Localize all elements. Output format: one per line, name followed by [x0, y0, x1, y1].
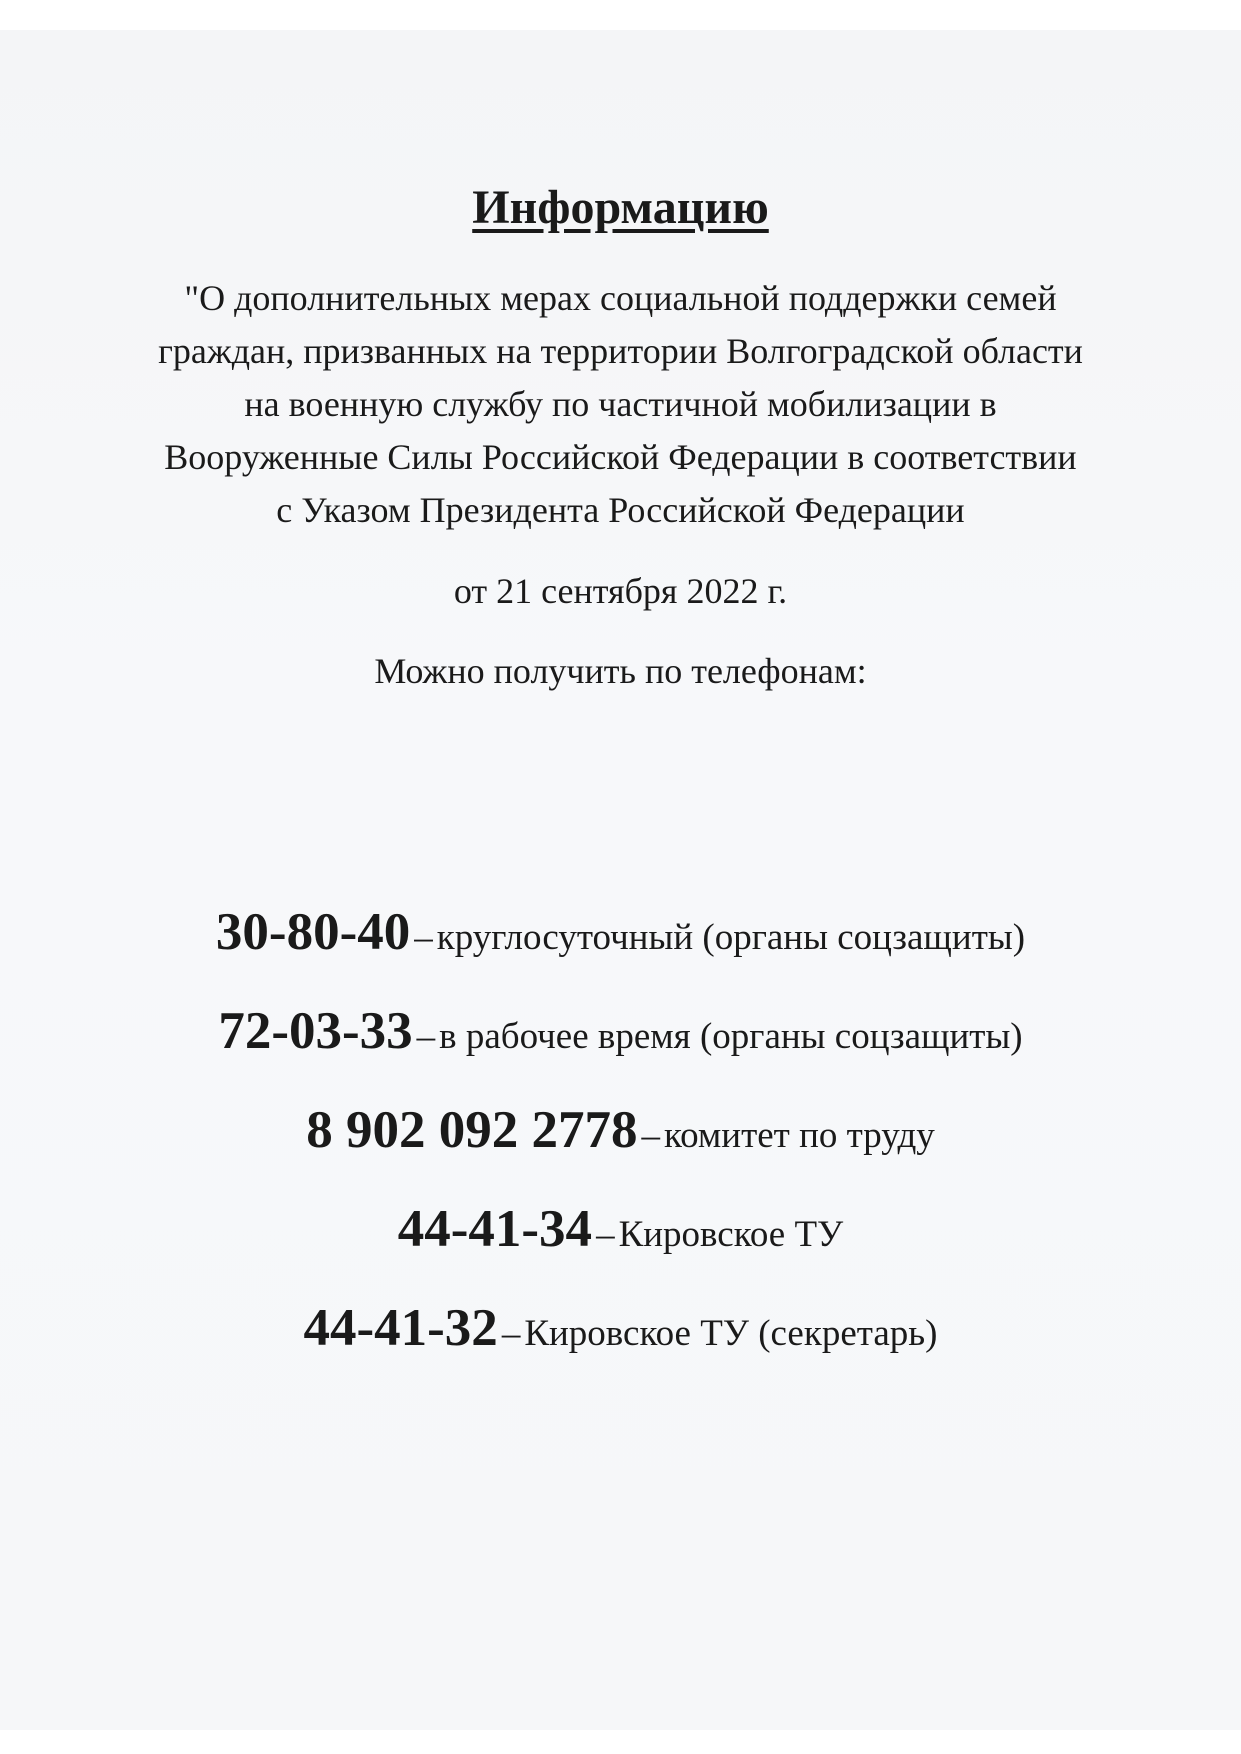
- dash: –: [596, 1214, 615, 1255]
- phone-entry: [0, 892, 1241, 991]
- phone-description: комитет по труду: [663, 1115, 935, 1156]
- phone-list: [0, 892, 1241, 1387]
- phones-intro: Можно получить по телефонам:: [374, 651, 867, 691]
- phone-number: 30-80-40: [215, 903, 411, 961]
- phone-description: Кировское ТУ: [618, 1214, 844, 1255]
- dash: –: [416, 1016, 436, 1057]
- phone-entry: [0, 1189, 1241, 1288]
- decree-date: от 21 сентября 2022 г.: [453, 571, 788, 611]
- dash: –: [414, 917, 433, 958]
- document-subtitle: [60, 272, 1181, 537]
- phone-entry: [0, 1288, 1241, 1387]
- phone-number: 44-41-32: [303, 1299, 498, 1357]
- subtitle-line: граждан, призванных на территории Волгоградской области: [158, 331, 1083, 371]
- dash: –: [501, 1313, 521, 1354]
- dash: –: [641, 1115, 660, 1156]
- subtitle-line: "О дополнительных мерах социальной поддержки семей: [184, 278, 1057, 318]
- subtitle-line: с Указом Президента Российской Федерации: [276, 490, 965, 530]
- phone-number: 8 902 092 2778: [306, 1101, 638, 1159]
- subtitle-line: Вооруженные Силы Российской Федерации в соответствии: [164, 437, 1077, 477]
- phone-entry: [0, 1090, 1241, 1189]
- phone-number: 44-41-34: [397, 1200, 593, 1258]
- phone-description: в рабочее время (органы соцзащиты): [439, 1016, 1023, 1057]
- phone-description: Кировское ТУ (секретарь): [524, 1313, 938, 1354]
- phone-entry: [0, 991, 1241, 1090]
- phone-description: круглосуточный (органы соцзащиты): [436, 917, 1026, 958]
- subtitle-line: на военную службу по частичной мобилизации в: [244, 384, 997, 424]
- document-title: Информацию: [472, 181, 769, 234]
- paper-sheet: [0, 30, 1241, 1730]
- phone-number: 72-03-33: [218, 1002, 413, 1060]
